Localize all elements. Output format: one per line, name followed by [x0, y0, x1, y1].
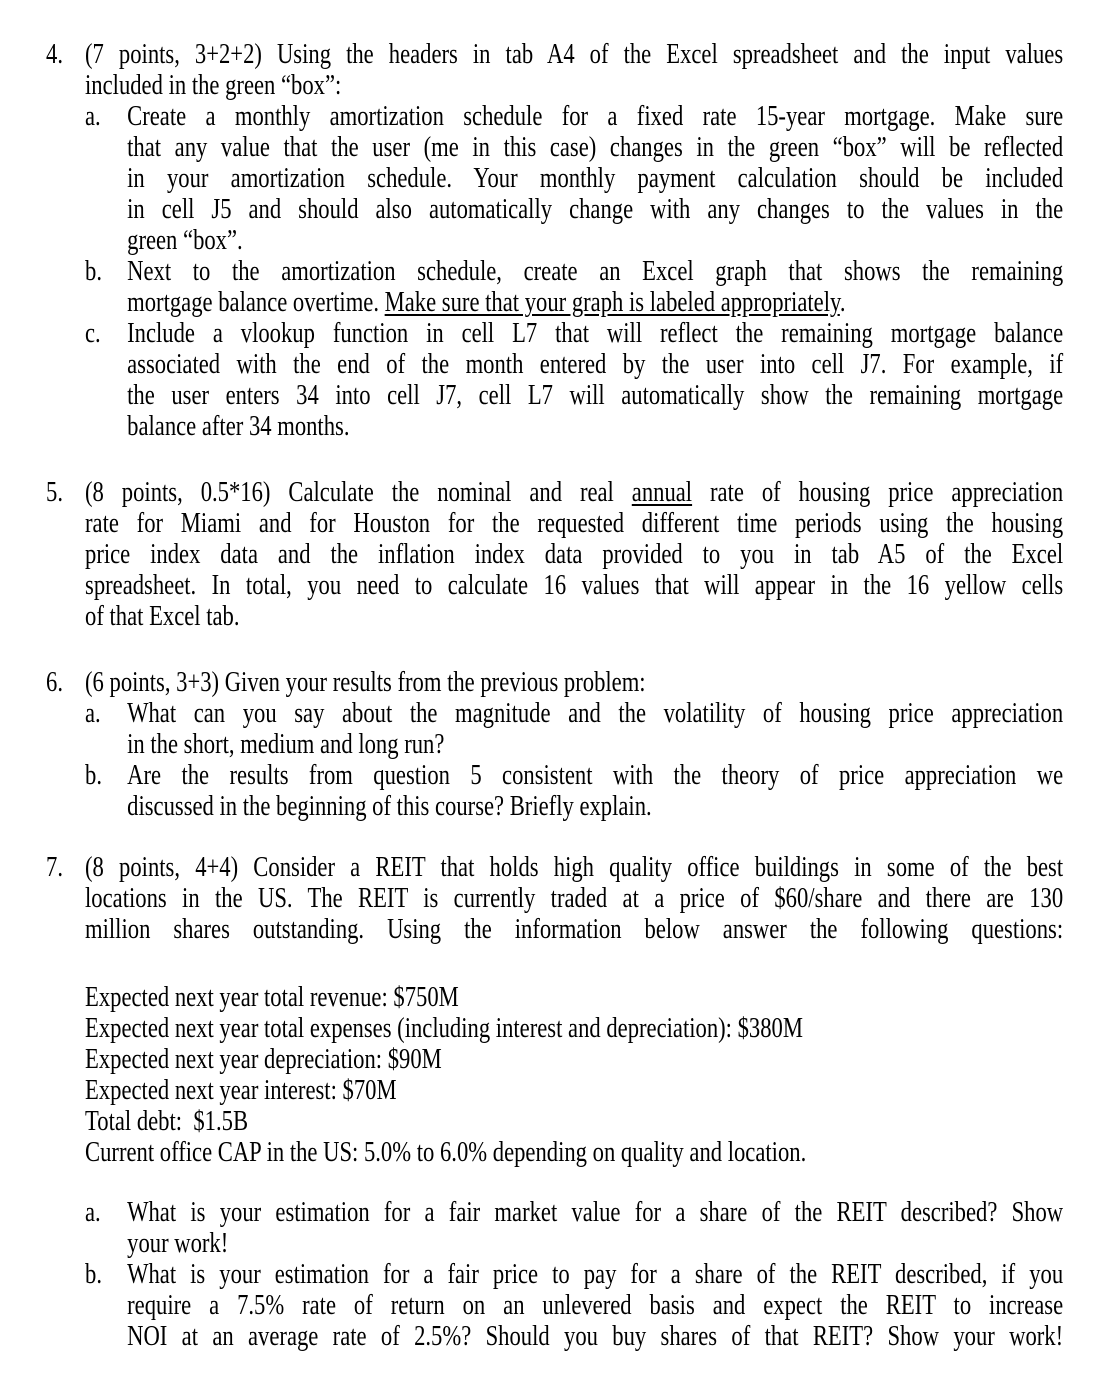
question-4b-letter: b. [85, 255, 102, 287]
question-4a-body [127, 101, 1063, 256]
question-6 [46, 667, 1063, 822]
question-6b-letter: b. [85, 759, 102, 791]
question-7-subitems [85, 1197, 1063, 1352]
reit-facts-block [85, 982, 1063, 1168]
underlined-word-annual: annual [631, 476, 693, 508]
question-7b-line-1: What is your estimation for a fair price to pay for a share of the REIT described, if you [127, 1258, 1064, 1290]
question-6a-line-2: in the short, medium and long run? [127, 728, 445, 760]
question-4a-line-1: Create a monthly amortization schedule for a fixed rate 15-year mortgage. Make sure [127, 100, 1064, 132]
question-5-body [85, 477, 1063, 632]
question-6a-line-1: What can you say about the magnitude and the volatility of housing price appreciation [127, 697, 1064, 729]
question-6-body [85, 667, 1063, 822]
question-6a-body [127, 698, 1063, 760]
question-4c-line-4: balance after 34 months. [127, 410, 350, 442]
question-4c [85, 318, 1063, 442]
question-5-line-4: spreadsheet. In total, you need to calculate 16 values that will appear in the 16 yellow cells [85, 569, 1064, 601]
question-7a-line-2: your work! [127, 1227, 229, 1259]
question-6-intro-line: (6 points, 3+3) Given your results from the previous problem: [85, 666, 646, 698]
question-7b-line-2: require a 7.5% rate of return on an unlevered basis and expect the REIT to increase [127, 1289, 1064, 1321]
question-6a-letter: a. [85, 697, 101, 729]
question-4-number: 4. [46, 38, 63, 70]
question-4b [85, 256, 1063, 318]
question-5-line-5: of that Excel tab. [85, 600, 240, 632]
question-7-body [85, 852, 1063, 1352]
question-4-intro-line-2: included in the green “box”: [85, 69, 342, 101]
underlined-phrase-graph-label: Make sure that your graph is labeled appropriately [384, 286, 840, 318]
question-4c-line-1: Include a vlookup function in cell L7 that will reflect the remaining mortgage balance [127, 317, 1064, 349]
question-4c-line-3: the user enters 34 into cell J7, cell L7 will automatically show the remaining mortgage [127, 379, 1064, 411]
question-5-line-3: price index data and the inflation index data provided to you in tab A5 of the Excel [85, 538, 1064, 570]
question-7b-letter: b. [85, 1258, 102, 1290]
question-4b-body [127, 256, 1063, 318]
question-7-number: 7. [46, 851, 63, 883]
question-7 [46, 852, 1063, 1352]
question-7-intro-line-2: locations in the US. The REIT is currently traded at a price of $60/share and there are 130 [85, 882, 1064, 914]
question-5-line-2: rate for Miami and for Houston for the requested different time periods using the housing [85, 507, 1064, 539]
question-4b-line-2 [127, 287, 1063, 318]
question-7a-line-1: What is your estimation for a fair market value for a share of the REIT described? Show [127, 1196, 1064, 1228]
fact-interest: Expected next year interest: $70M [85, 1074, 397, 1106]
question-4c-letter: c. [85, 317, 101, 349]
question-7-intro-line-3: million shares outstanding. Using the information below answer the following questions: [85, 913, 1064, 945]
question-4b-line-1: Next to the amortization schedule, create an Excel graph that shows the remaining [127, 255, 1064, 287]
question-7b-line-3: NOI at an average rate of 2.5%? Should you buy shares of that REIT? Show your work! [127, 1320, 1064, 1352]
fact-total-revenue: Expected next year total revenue: $750M [85, 981, 459, 1013]
question-5-line-1-rest: rate of housing price appreciation [692, 476, 1064, 508]
question-6b-body [127, 760, 1063, 822]
question-4a-letter: a. [85, 100, 101, 132]
question-7-intro-line-1: (8 points, 4+4) Consider a REIT that holds high quality office buildings in some of the best [85, 851, 1064, 883]
question-4c-line-2: associated with the end of the month entered by the user into cell J7. For example, if [127, 348, 1064, 380]
question-7a-letter: a. [85, 1196, 101, 1228]
fact-total-expenses: Expected next year total expenses (including interest and depreciation): $380M [85, 1012, 803, 1044]
question-4a-line-5: green “box”. [127, 224, 243, 256]
question-4-body [85, 39, 1063, 442]
question-4a-line-4: in cell J5 and should also automatically change with any changes to the values in the [127, 193, 1064, 225]
question-4b-line-2-text: mortgage balance overtime. [127, 286, 385, 318]
question-4a-line-2: that any value that the user (me in this case) changes in the green “box” will be reflected [127, 131, 1064, 163]
fact-office-cap: Current office CAP in the US: 5.0% to 6.0% depending on quality and location. [85, 1136, 807, 1168]
question-6b-line-2: discussed in the beginning of this course? Briefly explain. [127, 790, 652, 822]
question-4a-line-3: in your amortization schedule. Your monthly payment calculation should be included [127, 162, 1064, 194]
question-7b-body [127, 1259, 1063, 1352]
question-4c-body [127, 318, 1063, 442]
question-4 [46, 39, 1063, 442]
question-5-line-1-text: (8 points, 0.5*16) Calculate the nominal and real [85, 476, 632, 508]
question-4b-line-2-period: . [839, 286, 846, 318]
question-7b [85, 1259, 1063, 1352]
fact-depreciation: Expected next year depreciation: $90M [85, 1043, 442, 1075]
question-4-intro-line-1: (7 points, 3+2+2) Using the headers in tab A4 of the Excel spreadsheet and the input values [85, 38, 1064, 70]
question-6b [85, 760, 1063, 822]
question-5 [46, 477, 1063, 632]
question-7a [85, 1197, 1063, 1259]
question-7a-body [127, 1197, 1063, 1259]
question-4a [85, 101, 1063, 256]
question-5-number: 5. [46, 476, 63, 508]
question-6-number: 6. [46, 666, 63, 698]
question-6a [85, 698, 1063, 760]
question-5-line-1 [85, 477, 1063, 508]
question-6b-line-1: Are the results from question 5 consistent with the theory of price appreciation we [127, 759, 1064, 791]
fact-total-debt: Total debt: $1.5B [85, 1105, 249, 1137]
